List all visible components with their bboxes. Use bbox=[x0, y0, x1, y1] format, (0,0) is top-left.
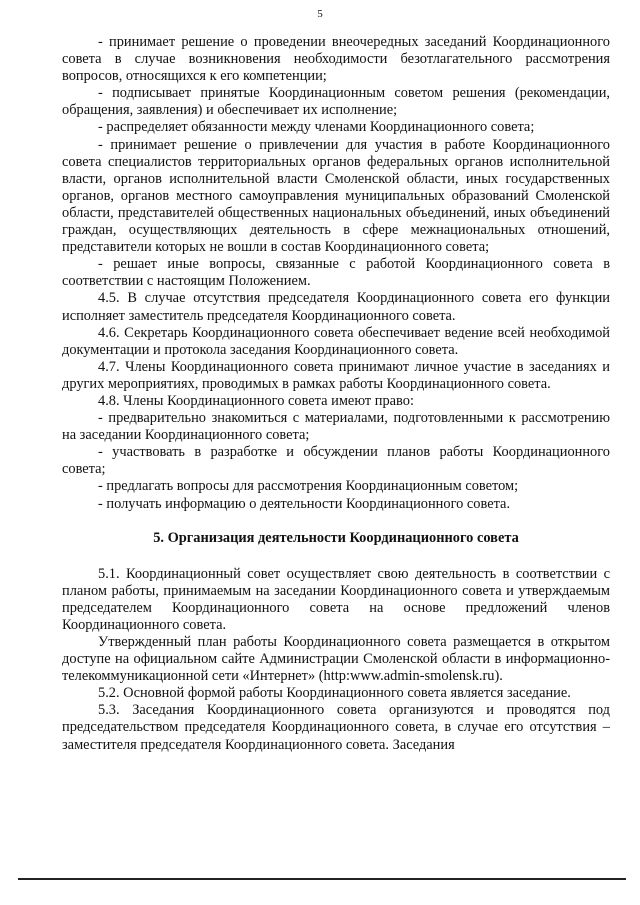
section-title: 5. Организация деятельности Координационного совета bbox=[153, 529, 519, 546]
paragraph: - участвовать в разработке и обсуждении планов работы Координационного совета; bbox=[62, 444, 610, 478]
paragraph: 4.5. В случае отсутствия председателя Координационного совета его функции исполняет заместитель председателя Координационного совета. bbox=[62, 290, 610, 324]
paragraph: - принимает решение о проведении внеочередных заседаний Координационного совета в случае возникновения необходимости безотлагательного рассмотрения вопросов, относящихся к его компетенции; bbox=[62, 34, 610, 85]
paragraph: - решает иные вопросы, связанные с работой Координационного совета в соответствии с настоящим Положением. bbox=[62, 256, 610, 290]
paragraph: - распределяет обязанности между членами Координационного совета; bbox=[98, 119, 535, 136]
document-body bbox=[62, 34, 610, 754]
paragraph: - предлагать вопросы для рассмотрения Координационным советом; bbox=[98, 478, 519, 495]
paragraph: 4.7. Члены Координационного совета принимают личное участие в заседаниях и других мероприятиях, проводимых в рамках работы Координационного совета. bbox=[62, 358, 610, 392]
paragraph: 5.3. Заседания Координационного совета организуются и проводятся под председательством председателя Координационного совета, в случае его отсутствия – заместителя председателя Координационного совета. Заседания bbox=[62, 702, 610, 753]
paragraph: 5.2. Основной формой работы Координационного совета является заседание. bbox=[98, 685, 571, 702]
paragraph: 5.1. Координационный совет осуществляет свою деятельность в соответствии с планом работы, принимаемым на заседании Координационного совета и утверждаемым председателем Координационного совета на основе предложений членов Координационного совета. bbox=[62, 565, 610, 633]
paragraph: 4.6. Секретарь Координационного совета обеспечивает ведение всей необходимой документации и протокола заседания Координационного совета. bbox=[62, 324, 610, 358]
bottom-rule bbox=[18, 878, 626, 880]
paragraph: - получать информацию о деятельности Координационного совета. bbox=[98, 495, 511, 512]
paragraph: - предварительно знакомиться с материалами, подготовленными к рассмотрению на заседании Координационного совета; bbox=[62, 410, 610, 444]
paragraph: - принимает решение о привлечении для участия в работе Координационного совета специалистов территориальных органов федеральных органов исполнительной власти, органов исполнительной власти Смоленской области, иных государственных органов, органов местного самоуправления муниципальных образований Смоленской области, представителей общественных национальных объединений, иных объединений граждан, осуществляющих деятельность в сфере межнациональных отношений, представители которых не вошли в состав Координационного совета; bbox=[62, 136, 610, 256]
page-number: 5 bbox=[317, 8, 323, 20]
paragraph: - подписывает принятые Координационным советом решения (рекомендации, обращения, заявления) и обеспечивает их исполнение; bbox=[62, 85, 610, 119]
paragraph: Утвержденный план работы Координационного совета размещается в открытом доступе на официальном сайте Администрации Смоленской области в информационно-телекоммуникационной сети «Интернет» (http:www.admin-smolensk.ru). bbox=[62, 634, 610, 685]
paragraph: 4.8. Члены Координационного совета имеют право: bbox=[98, 392, 414, 409]
